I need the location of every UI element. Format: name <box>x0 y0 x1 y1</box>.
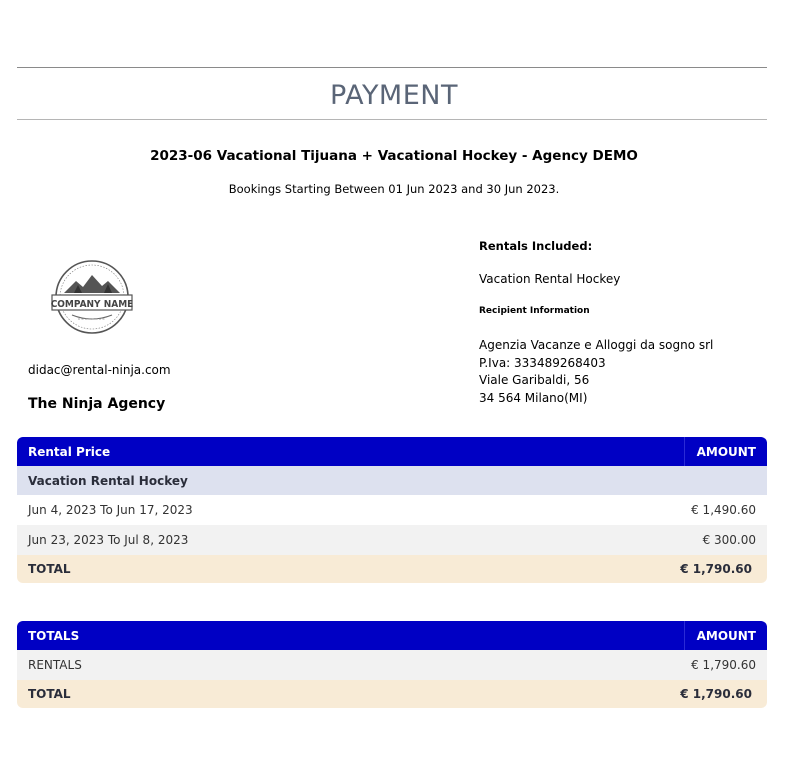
top-divider <box>17 67 767 68</box>
table-header <box>17 621 767 650</box>
column-header-amount: AMOUNT <box>684 437 756 466</box>
company-logo <box>50 257 134 337</box>
document-title: PAYMENT <box>330 80 458 111</box>
column-header-amount: AMOUNT <box>684 621 756 650</box>
recipient-heading: Recipient Information <box>479 306 590 316</box>
recipient-address <box>479 337 713 407</box>
rental-price-table <box>17 437 767 583</box>
rentals-included-item: Vacation Rental Hockey <box>479 272 621 286</box>
title-divider <box>17 119 767 120</box>
total-label: TOTAL <box>28 562 71 576</box>
agency-email: didac@rental-ninja.com <box>28 363 171 377</box>
agency-name: The Ninja Agency <box>28 396 166 412</box>
recipient-city: 34 564 Milano(MI) <box>479 390 588 405</box>
report-subtitle: Bookings Starting Between 01 Jun 2023 and 30 Jun 2023. <box>228 182 560 196</box>
rental-group-name: Vacation Rental Hockey <box>28 473 188 488</box>
table-total-row <box>17 555 767 583</box>
recipient-street: Viale Garibaldi, 56 <box>479 373 590 387</box>
table-total-row <box>17 680 767 708</box>
rentals-included-heading: Rentals Included: <box>479 239 593 253</box>
table-header <box>17 437 767 466</box>
table-row <box>17 650 767 680</box>
column-header-totals: TOTALS <box>28 628 80 643</box>
table-row <box>17 525 767 555</box>
recipient-company: Agenzia Vacanze e Alloggi da sogno srl <box>479 338 714 352</box>
total-amount: € 1,790.60 <box>680 687 752 701</box>
booking-period: Jun 4, 2023 To Jun 17, 2023 <box>28 503 193 517</box>
logo-text: COMPANY NAME <box>50 299 134 310</box>
column-header-rental-price: Rental Price <box>28 444 111 459</box>
totals-table <box>17 621 767 708</box>
report-title: 2023-06 Vacational Tijuana + Vacational Hockey - Agency DEMO <box>150 148 638 164</box>
rental-group-row <box>17 466 767 495</box>
table-row <box>17 495 767 525</box>
totals-row-amount: € 1,790.60 <box>691 658 756 672</box>
totals-row-label: RENTALS <box>28 658 82 672</box>
total-label: TOTAL <box>28 687 71 701</box>
booking-amount: € 1,490.60 <box>691 503 756 517</box>
recipient-vat: P.Iva: 333489268403 <box>479 355 606 370</box>
booking-period: Jun 23, 2023 To Jul 8, 2023 <box>28 533 189 547</box>
total-amount: € 1,790.60 <box>680 562 752 576</box>
booking-amount: € 300.00 <box>702 533 756 547</box>
